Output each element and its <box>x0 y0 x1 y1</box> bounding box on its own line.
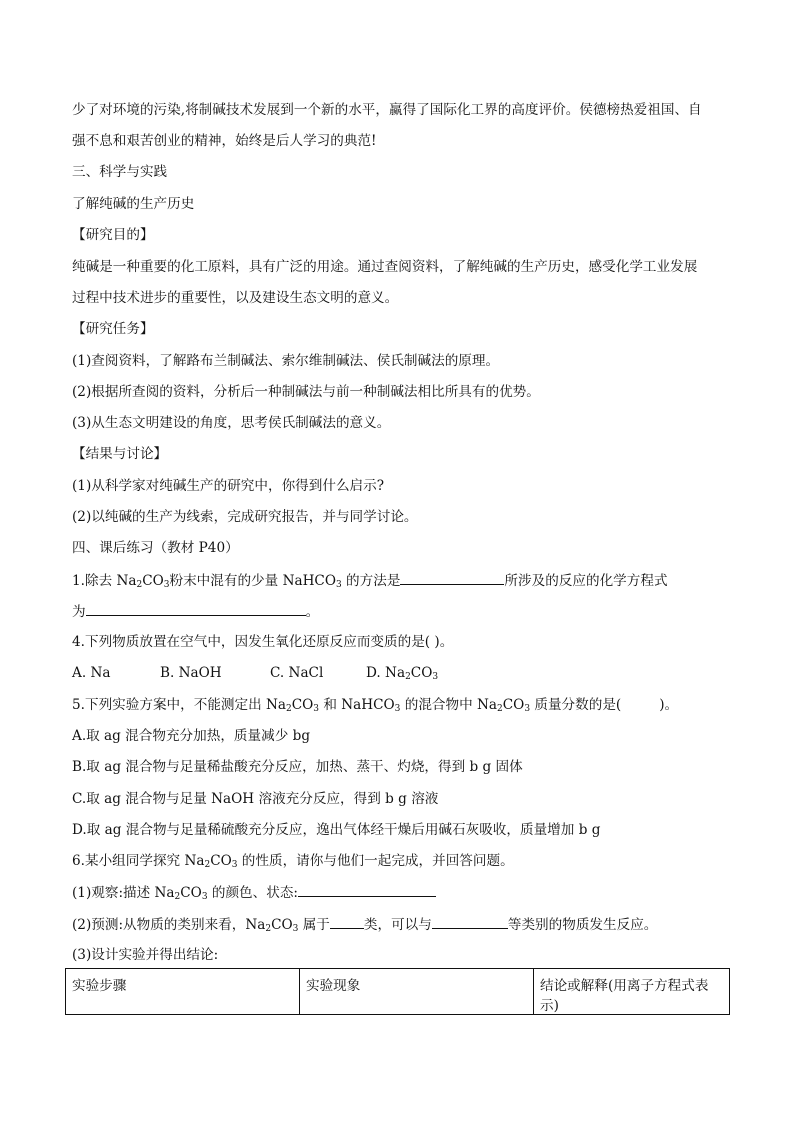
answer-blank[interactable] <box>432 914 508 929</box>
question-5-option-b: B.取 ag 混合物与足量稀盐酸充分反应，加热、蒸干、灼烧，得到 b g 固体 <box>72 759 523 775</box>
option-d: D. $Na_2CO_3$ <box>366 665 439 682</box>
question-5: 5.下列实验方案中，不能测定出 $Na_2CO_3$ 和 NaHCO$_3$ 的混合物中 $Na_2CO_3$ 质量分数的是( )。 <box>72 697 679 714</box>
result-heading: 【结果与讨论】 <box>72 446 168 462</box>
experiment-table <box>65 968 730 1015</box>
paragraph-line: 少了对环境的污染,将制碱技术发展到一个新的水平，赢得了国际化工界的高度评价。侯德榜热爱祖国、自 <box>72 102 702 118</box>
question-5-option-d: D.取 ag 混合物与足量稀硫酸充分反应，逸出气体经干燥后用碱石灰吸收，质量增加 b g <box>72 822 601 838</box>
result-item: (1)从科学家对纯碱生产的研究中，你得到什么启示? <box>72 478 385 494</box>
task-item: (2)根据所查阅的资料，分析后一种制碱法与前一种制碱法相比所具有的优势。 <box>72 384 540 400</box>
table-header-cell: 实验步骤 <box>66 969 300 1015</box>
answer-blank[interactable] <box>330 914 364 929</box>
option-c: C. NaCl <box>270 665 324 681</box>
option-b: B. NaOH <box>160 665 222 681</box>
paragraph-line: 纯碱是一种重要的化工原料，具有广泛的用途。通过查阅资料，了解纯碱的生产历史，感受化学工业发展 <box>72 259 698 275</box>
section-heading-3: 三、科学与实践 <box>72 164 168 180</box>
paragraph-line: 过程中技术进步的重要性，以及建设生态文明的意义。 <box>72 290 399 306</box>
task-heading: 【研究任务】 <box>72 321 154 337</box>
question-1-continued: 为 。 <box>72 601 319 621</box>
question-4: 4.下列物质放置在空气中，因发生氧化还原反应而变质的是( )。 <box>72 634 454 650</box>
topic-title: 了解纯碱的生产历史 <box>72 196 195 212</box>
table-header-cell: 结论或解释(用离子方程式表示) <box>534 969 730 1015</box>
question-6-part-2: (2)预测:从物质的类别来看，$Na_2CO_3$ 属于 类，可以与 等类别的物质发生反应。 <box>72 914 657 934</box>
task-item: (1)查阅资料，了解路布兰制碱法、索尔维制碱法、侯氏制碱法的原理。 <box>72 353 500 369</box>
question-6: 6.某小组同学探究 $Na_2CO_3$ 的性质，请你与他们一起完成，并回答问题。 <box>72 853 514 870</box>
question-4-options <box>72 663 438 683</box>
question-6-part-1: (1)观察:描述 $Na_2CO_3$ 的颜色、状态: <box>72 882 436 902</box>
paragraph-line: 强不息和艰苦创业的精神，始终是后人学习的典范! <box>72 133 377 149</box>
answer-blank[interactable] <box>86 601 306 616</box>
question-6-part-3: (3)设计实验并得出结论: <box>72 947 219 963</box>
purpose-heading: 【研究目的】 <box>72 227 154 243</box>
option-a: A. Na <box>72 665 111 681</box>
table-header-row <box>66 969 730 1015</box>
task-item: (3)从生态文明建设的角度，思考侯氏制碱法的意义。 <box>72 415 391 431</box>
section-heading-4: 四、课后练习（教材 P40） <box>72 540 239 556</box>
table-header-cell: 实验现象 <box>300 969 534 1015</box>
answer-blank[interactable] <box>298 882 436 897</box>
question-5-option-c: C.取 ag 混合物与足量 NaOH 溶液充分反应，得到 b g 溶液 <box>72 791 439 807</box>
question-1: 1.除去 $Na_2CO_3$粉末中混有的少量 NaHCO$_3$ 的方法是 所涉及的反应的化学方程式 <box>72 570 668 590</box>
answer-blank[interactable] <box>400 570 504 585</box>
question-5-option-a: A.取 ag 混合物充分加热，质量减少 bg <box>72 728 311 744</box>
result-item: (2)以纯碱的生产为线索，完成研究报告，并与同学讨论。 <box>72 509 418 525</box>
